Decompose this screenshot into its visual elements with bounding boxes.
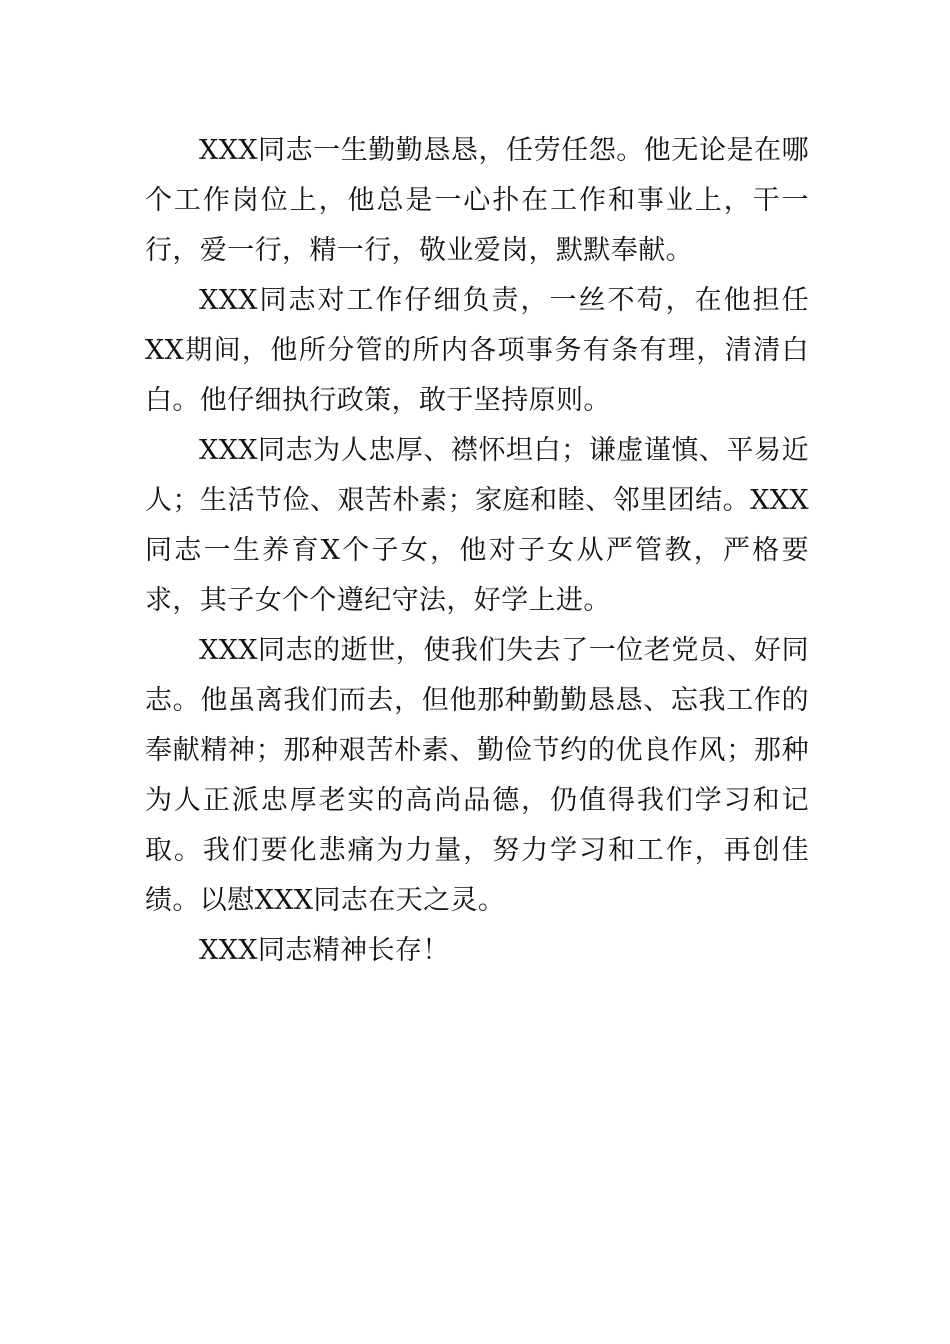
paragraph-diligence: XXX同志一生勤勤恳恳，任劳任怨。他无论是在哪个工作岗位上，他总是一心扑在工作和事业上，干一行，爱一行，精一行，敬业爱岗，默默奉献。 [145, 135, 809, 266]
paragraph-character: XXX同志为人忠厚、襟怀坦白；谦虚谨慎、平易近人；生活节俭、艰苦朴素；家庭和睦、邻里团结。XXX同志一生养育X个子女，他对子女从严管教，严格要求，其子女个个遵纪守法，好学上进。 [145, 435, 809, 616]
paragraph-closing: XXX同志精神长存！ [199, 935, 450, 966]
paragraph-tribute: XXX同志的逝世，使我们失去了一位老党员、好同志。他虽离我们而去，但他那种勤勤恳恳、忘我工作的奉献精神；那种艰苦朴素、勤俭节约的优良作风；那种为人正派忠厚老实的高尚品德，仍值得我们学习和记取。我们要化悲痛为力量，努力学习和工作，再创佳绩。以慰XXX同志在天之灵。 [145, 635, 809, 916]
document-body [145, 126, 809, 976]
paragraph-responsibility: XXX同志对工作仔细负责，一丝不苟，在他担任XX期间，他所分管的所内各项事务有条有理，清清白白。他仔细执行政策，敢于坚持原则。 [145, 285, 809, 416]
